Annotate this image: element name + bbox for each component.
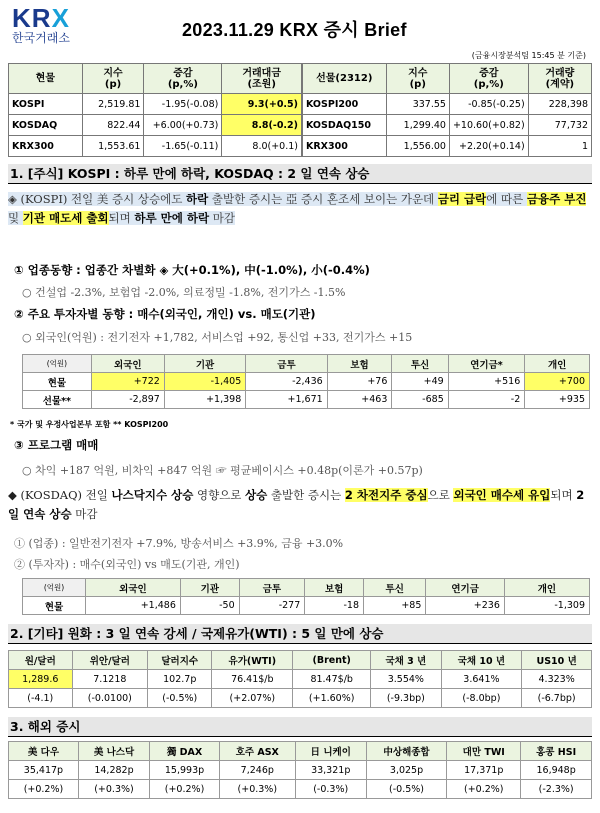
futures-volume: 77,732 xyxy=(528,115,591,136)
column-header: 금투 xyxy=(246,355,327,373)
futures-name: KOSDAQ150 xyxy=(303,115,387,136)
column-header: 지수 (p) xyxy=(82,64,144,94)
text-run: ◈ (KOSPI) 전일 美 증시 상승에도 xyxy=(8,192,186,206)
metric-value: 3.554% xyxy=(371,670,441,689)
column-header: 투신 xyxy=(392,355,448,373)
metric-change: (-0.0100) xyxy=(72,689,148,708)
index-change: -1.65(-0.11) xyxy=(144,136,222,157)
investor-trend-detail: ○ 외국인(억원) : 전기전자 +1,782, 서비스업 +92, 통신업 +33, 전기가스 +15 xyxy=(22,331,413,344)
metric-change: (-8.0bp) xyxy=(441,689,522,708)
flow-value: +85 xyxy=(364,597,426,615)
table-row xyxy=(23,373,590,391)
emphasis: 나스닥지수 상승 xyxy=(111,488,194,502)
futures-market-table xyxy=(302,63,592,157)
index-value: 1,553.61 xyxy=(82,136,144,157)
index-value: 822.44 xyxy=(82,115,144,136)
flow-value: +516 xyxy=(448,373,525,391)
metric-value: 33,321p xyxy=(295,761,366,780)
metric-change: (-0.5%) xyxy=(366,780,446,799)
column-header: 호주 ASX xyxy=(219,742,295,761)
kospi-investor-flow-table xyxy=(22,354,590,409)
column-header: 현물 xyxy=(9,64,83,94)
metric-change: (+2.07%) xyxy=(212,689,293,708)
flow-value: -2,897 xyxy=(91,391,164,409)
metric-value: 3.641% xyxy=(441,670,522,689)
column-header: 달러지수 xyxy=(148,651,212,670)
kosdaq-summary xyxy=(8,486,592,524)
kospi-summary xyxy=(8,190,592,228)
column-header: 거래량 (계약) xyxy=(528,64,591,94)
table-row xyxy=(9,136,302,157)
table-row xyxy=(303,94,592,115)
index-name: KRX300 xyxy=(9,136,83,157)
flow-value: -2,436 xyxy=(246,373,327,391)
flow-value: -2 xyxy=(448,391,525,409)
futures-change: -0.85(-0.25) xyxy=(449,94,528,115)
section-3-title: 3. 해외 증시 xyxy=(8,717,592,737)
metric-value: 7,246p xyxy=(219,761,295,780)
row-label: 현물 xyxy=(23,597,86,615)
metric-value: 3,025p xyxy=(366,761,446,780)
table-row xyxy=(23,391,590,409)
flow-value: +236 xyxy=(426,597,504,615)
emphasis: 2 일 연속 상승 xyxy=(8,488,585,521)
index-name: KOSDAQ xyxy=(9,115,83,136)
futures-change: +2.20(+0.14) xyxy=(449,136,528,157)
metric-change: (+0.3%) xyxy=(78,780,149,799)
table-row xyxy=(303,136,592,157)
column-header: 기관 xyxy=(180,579,239,597)
column-header: 국채 3 년 xyxy=(371,651,441,670)
program-trading-label: ③ 프로그램 매매 xyxy=(14,438,99,452)
table-row xyxy=(9,94,302,115)
column-header: 연기금* xyxy=(448,355,525,373)
flow-value: +76 xyxy=(327,373,392,391)
flow-value: -685 xyxy=(392,391,448,409)
column-header: (억원) xyxy=(23,355,92,373)
metric-change: (-4.1) xyxy=(9,689,73,708)
kosdaq-industry: ① (업종) : 일반전기전자 +7.9%, 방송서비스 +3.9%, 금융 +3.0% xyxy=(14,537,344,550)
fx-rates-table xyxy=(8,650,592,708)
report-title: 2023.11.29 KRX 증시 Brief xyxy=(182,20,407,40)
column-header: 원/달러 xyxy=(9,651,73,670)
text-run: 되며 xyxy=(108,211,135,225)
krx-logo xyxy=(12,5,70,45)
table-row xyxy=(9,115,302,136)
column-header: 외국인 xyxy=(91,355,164,373)
index-change: +6.00(+0.73) xyxy=(144,115,222,136)
futures-volume: 228,398 xyxy=(528,94,591,115)
spot-market-table xyxy=(8,63,302,157)
futures-value: 1,299.40 xyxy=(386,115,449,136)
column-header: 獨 DAX xyxy=(150,742,220,761)
metric-change: (+0.3%) xyxy=(219,780,295,799)
futures-volume: 1 xyxy=(528,136,591,157)
emphasis: 2 차전지주 중심 xyxy=(344,488,428,502)
text-run: 에 따른 xyxy=(486,192,527,206)
metric-change: (-9.3bp) xyxy=(371,689,441,708)
index-name: KOSPI xyxy=(9,94,83,115)
column-header: 대만 TWI xyxy=(447,742,521,761)
column-header: 위안/달러 xyxy=(72,651,148,670)
metric-value: 15,993p xyxy=(150,761,220,780)
column-header: 日 니케이 xyxy=(295,742,366,761)
basis-time: (금융시장분석팀 15:45 분 기준) xyxy=(471,51,586,60)
section-2-title: 2. [기타] 원화 : 3 일 연속 강세 / 국제유가(WTI) : 5 일 만에 상승 xyxy=(8,624,592,644)
column-header: 외국인 xyxy=(86,579,181,597)
kosdaq-investor-flow-table xyxy=(22,578,590,615)
flow-value: -50 xyxy=(180,597,239,615)
futures-value: 1,556.00 xyxy=(386,136,449,157)
column-header: US10 년 xyxy=(522,651,592,670)
column-header: 기관 xyxy=(164,355,245,373)
metric-change: (-0.3%) xyxy=(295,780,366,799)
logo-subtitle: 한국거래소 xyxy=(12,31,70,45)
metric-change: (+0.2%) xyxy=(150,780,220,799)
column-header: 증감 (p,%) xyxy=(449,64,528,94)
row-label: 선물** xyxy=(23,391,92,409)
logo-wordmark: KRX xyxy=(12,3,70,33)
metric-change: (-0.5%) xyxy=(148,689,212,708)
flow-value: +1,398 xyxy=(164,391,245,409)
flow-value: -1,405 xyxy=(164,373,245,391)
column-header: 선물(2312) xyxy=(303,64,387,94)
column-header: 개인 xyxy=(504,579,589,597)
column-header: 국채 10 년 xyxy=(441,651,522,670)
table-row xyxy=(303,115,592,136)
trading-value: 8.0(+0.1) xyxy=(222,136,302,157)
flow-value: +1,671 xyxy=(246,391,327,409)
flow-value: -1,309 xyxy=(504,597,589,615)
report-header xyxy=(0,0,600,46)
kosdaq-investor: ② (투자자) : 매수(외국인) vs 매도(기관, 개인) xyxy=(14,558,240,571)
row-label: 현물 xyxy=(23,373,92,391)
flow-value: +463 xyxy=(327,391,392,409)
flow-value: +700 xyxy=(525,373,590,391)
trading-value: 9.3(+0.5) xyxy=(222,94,302,115)
emphasis: 하루 만에 하락 xyxy=(134,211,210,225)
trading-value: 8.8(-0.2) xyxy=(222,115,302,136)
futures-name: KRX300 xyxy=(303,136,387,157)
emphasis: 하락 xyxy=(186,192,209,206)
column-header: 홍콩 HSI xyxy=(521,742,592,761)
metric-change: (-6.7bp) xyxy=(522,689,592,708)
emphasis: 금리 급락 xyxy=(437,192,487,206)
metric-value: 17,371p xyxy=(447,761,521,780)
flow-value: +1,486 xyxy=(86,597,181,615)
metric-value: 81.47$/b xyxy=(293,670,371,689)
metric-value: 14,282p xyxy=(78,761,149,780)
futures-name: KOSPI200 xyxy=(303,94,387,115)
column-header: 中상해종합 xyxy=(366,742,446,761)
column-header: 보험 xyxy=(305,579,364,597)
text-run: 및 xyxy=(8,211,23,225)
global-markets-table xyxy=(8,741,592,799)
metric-change: (+0.2%) xyxy=(9,780,79,799)
metric-value: 7.1218 xyxy=(72,670,148,689)
emphasis: 외국인 매수세 유입 xyxy=(453,488,551,502)
text-run: 되며 xyxy=(550,488,577,502)
column-header: 증감 (p,%) xyxy=(144,64,222,94)
metric-value: 102.7p xyxy=(148,670,212,689)
column-header: 거래대금 (조원) xyxy=(222,64,302,94)
flow-value: -277 xyxy=(239,597,305,615)
metric-value: 4.323% xyxy=(522,670,592,689)
flow-value: +49 xyxy=(392,373,448,391)
investor-trend-label: ② 주요 투자자별 동향 : 매수(외국인, 개인) vs. 매도(기관) xyxy=(14,307,316,321)
futures-value: 337.55 xyxy=(386,94,449,115)
flow-value: -18 xyxy=(305,597,364,615)
text-run: 영향으로 xyxy=(193,488,246,502)
column-header: 투신 xyxy=(364,579,426,597)
column-header: 지수 (p) xyxy=(386,64,449,94)
metric-value: 1,289.6 xyxy=(9,670,73,689)
emphasis: 금융주 부진 xyxy=(526,192,587,206)
column-header: 연기금 xyxy=(426,579,504,597)
text-run: 으로 xyxy=(427,488,454,502)
text-run: ◆ (KOSDAQ) 전일 xyxy=(8,488,112,502)
metric-change: (+1.60%) xyxy=(293,689,371,708)
metric-value: 76.41$/b xyxy=(212,670,293,689)
industry-trend-detail: ○ 건설업 -2.3%, 보험업 -2.0%, 의료정밀 -1.8%, 전기가스 -1.5% xyxy=(22,286,346,299)
column-header: 美 나스닥 xyxy=(78,742,149,761)
table-row xyxy=(23,597,590,615)
index-change: -1.95(-0.08) xyxy=(144,94,222,115)
metric-change: (-2.3%) xyxy=(521,780,592,799)
column-header: 美 다우 xyxy=(9,742,79,761)
column-header: (억원) xyxy=(23,579,86,597)
futures-change: +10.60(+0.82) xyxy=(449,115,528,136)
program-trading-detail: ○ 차익 +187 억원, 비차익 +847 억원 ☞ 평균베이시스 +0.48p(이론가 +0.57p) xyxy=(22,464,423,477)
text-run: 출발한 증시는 亞 증시 혼조세 보이는 가운데 xyxy=(208,192,438,206)
industry-trend-label: ① 업종동향 : 업종간 차별화 ◈ 大(+0.1%), 中(-1.0%), 小(-0.4%) xyxy=(14,263,370,277)
column-header: 유가(WTI) xyxy=(212,651,293,670)
emphasis: 기관 매도세 출회 xyxy=(22,211,109,225)
column-header: 보험 xyxy=(327,355,392,373)
text-run: 마감 xyxy=(71,507,98,521)
column-header: (Brent) xyxy=(293,651,371,670)
column-header: 금투 xyxy=(239,579,305,597)
flow-value: +935 xyxy=(525,391,590,409)
flow-value: +722 xyxy=(91,373,164,391)
text-run: 출발한 증시는 xyxy=(267,488,345,502)
metric-change: (+0.2%) xyxy=(447,780,521,799)
metric-value: 35,417p xyxy=(9,761,79,780)
section-1-title: 1. [주식] KOSPI : 하루 만에 하락, KOSDAQ : 2 일 연속 상승 xyxy=(8,164,592,184)
metric-value: 16,948p xyxy=(521,761,592,780)
emphasis: 상승 xyxy=(245,488,268,502)
index-value: 2,519.81 xyxy=(82,94,144,115)
text-run: 마감 xyxy=(209,211,235,225)
flow-footnote: * 국가 및 우정사업본부 포함 ** KOSPI200 xyxy=(10,420,169,429)
column-header: 개인 xyxy=(525,355,590,373)
